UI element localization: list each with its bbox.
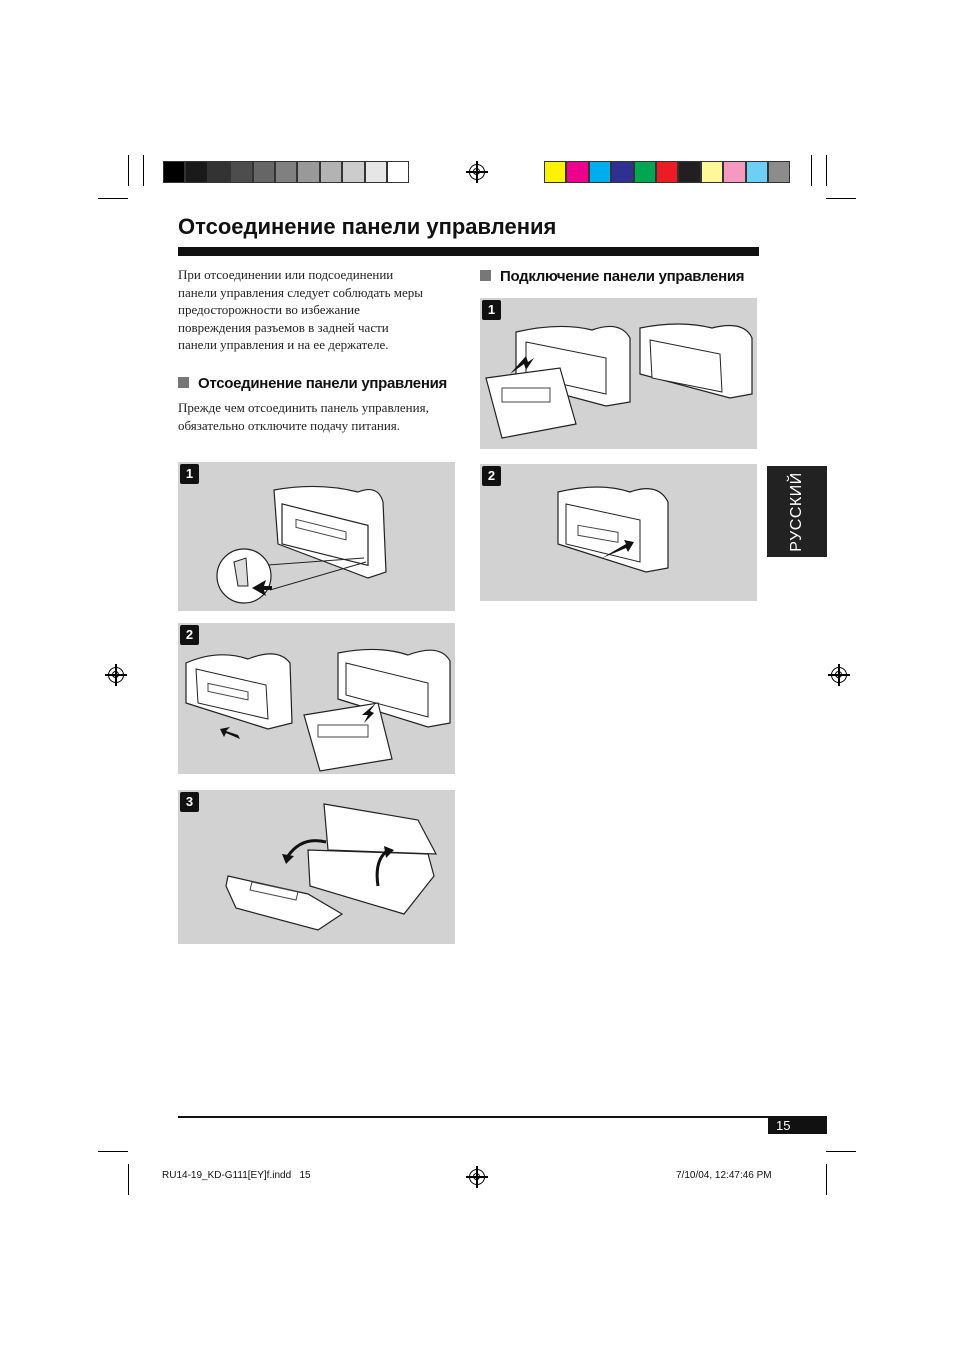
- color-swatch: [320, 161, 342, 183]
- attach-step-2-illustration: [480, 464, 757, 601]
- registration-mark-icon: [469, 164, 485, 180]
- color-swatch: [365, 161, 387, 183]
- step-number-badge: 2: [482, 466, 501, 486]
- registration-mark-icon: [469, 1169, 485, 1185]
- color-swatch: [746, 161, 768, 183]
- crop-mark: [128, 1164, 129, 1195]
- square-bullet-icon: [480, 270, 491, 281]
- panel-removal-illustration: [178, 623, 455, 774]
- color-swatch: [768, 161, 790, 183]
- intro-text: При отсоединении или подсоединении панели управления следует соблюдать меры предосторожности во избежание повреждения разъемов в задней части панели управления и на ее держателе.: [178, 267, 423, 352]
- attach-step-1-illustration: [480, 298, 757, 449]
- step-number-badge: 2: [180, 625, 199, 645]
- footer-timestamp: 7/10/04, 12:47:46 PM: [676, 1170, 772, 1181]
- panel-insertion-illustration: [480, 298, 757, 449]
- footer-file-name: RU14-19_KD-G111[EY]f.indd 15: [162, 1170, 311, 1181]
- panel-lock-illustration: [480, 464, 757, 601]
- color-swatch: [253, 161, 275, 183]
- step-number-badge: 1: [482, 300, 501, 320]
- detach-heading: Отсоединение панели управления: [178, 375, 447, 392]
- step-number-badge: 1: [180, 464, 199, 484]
- crop-mark: [98, 1151, 128, 1152]
- color-swatch: [163, 161, 185, 183]
- detach-text: Прежде чем отсоединить панель управления, обязательно отключите подачу питания.: [178, 400, 429, 433]
- step-number-badge: 3: [180, 792, 199, 812]
- title-underline: [178, 247, 759, 256]
- color-swatch: [342, 161, 364, 183]
- color-swatch: [275, 161, 297, 183]
- color-swatch: [566, 161, 588, 183]
- color-swatch: [701, 161, 723, 183]
- bottom-rule: [178, 1116, 827, 1118]
- color-swatch: [589, 161, 611, 183]
- crop-mark: [811, 155, 812, 186]
- panel-case-illustration: [178, 790, 455, 944]
- color-swatch: [678, 161, 700, 183]
- color-swatch: [185, 161, 207, 183]
- detach-step-1-illustration: [178, 462, 455, 611]
- page-number: 15: [768, 1118, 827, 1134]
- color-swatch: [723, 161, 745, 183]
- crop-mark: [128, 155, 129, 186]
- crop-mark: [98, 198, 128, 199]
- square-bullet-icon: [178, 377, 189, 388]
- color-swatch: [634, 161, 656, 183]
- detach-step-3-illustration: [178, 790, 455, 944]
- color-swatch: [544, 161, 566, 183]
- color-swatch: [297, 161, 319, 183]
- crop-mark: [826, 198, 856, 199]
- color-swatch: [611, 161, 633, 183]
- color-swatch: [208, 161, 230, 183]
- crop-mark: [826, 1151, 856, 1152]
- color-swatch: [656, 161, 678, 183]
- crop-mark: [826, 155, 827, 186]
- color-swatch: [230, 161, 252, 183]
- crop-mark: [143, 155, 144, 186]
- color-swatch: [387, 161, 409, 183]
- registration-mark-icon: [108, 667, 124, 683]
- crop-mark: [826, 1164, 827, 1195]
- detach-step-2-illustration: [178, 623, 455, 774]
- language-tab: [767, 466, 827, 557]
- attach-heading: Подключение панели управления: [480, 268, 744, 285]
- page-title: Отсоединение панели управления: [178, 214, 557, 239]
- registration-mark-icon: [831, 667, 847, 683]
- language-tab-label: РУССКИЙ: [788, 471, 805, 552]
- unit-release-illustration: [178, 462, 455, 611]
